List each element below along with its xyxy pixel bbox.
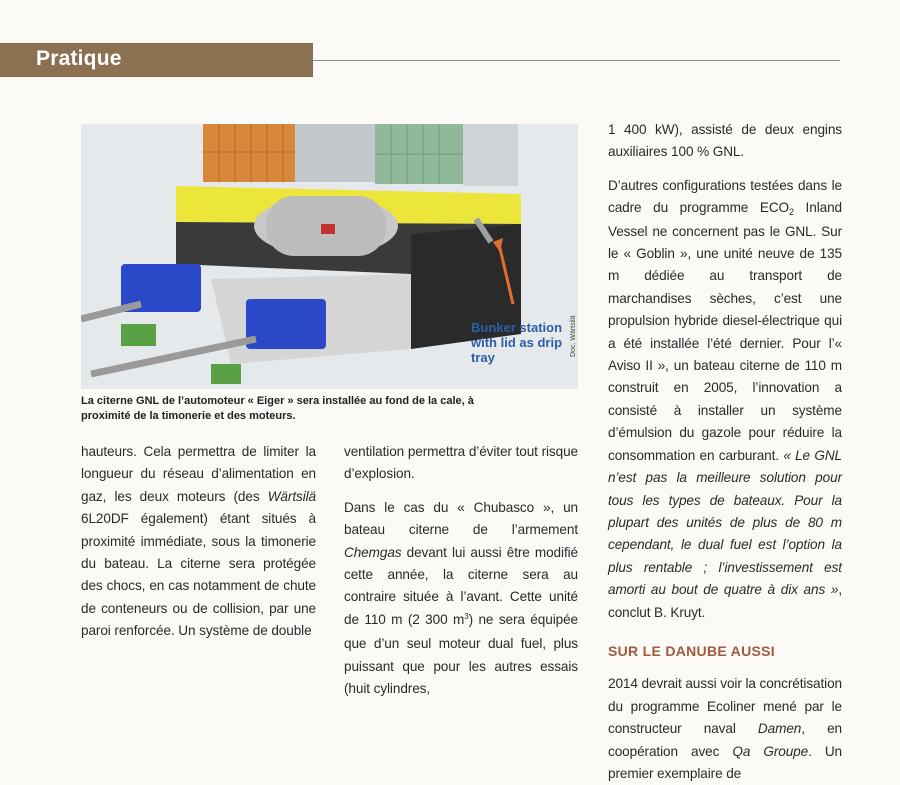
header-rule	[313, 60, 840, 61]
photo-credit: Doc. Wärtsilä	[570, 315, 577, 357]
text-run: devant lui aussi être modifié cette année, la citerne sera au contraire située à l’avant. Cette unité de 110 m (2 300 m	[344, 544, 578, 627]
text-column-2	[344, 441, 578, 700]
text-run: Dans le cas du « Chubasco », un bateau citerne de l’armement	[344, 499, 578, 538]
text-run: . Un premier exemplaire de	[608, 743, 842, 781]
paragraph	[81, 441, 316, 643]
text-run: Qa Groupe	[732, 743, 809, 759]
text-run: 2014 devrait aussi voir la concrétisation du programme Ecoliner mené par le constructeur naval	[608, 676, 842, 737]
section-heading: SUR LE DANUBE AUSSI	[608, 642, 775, 659]
text-run: D’autres configurations testées dans le cadre du programme ECO	[608, 177, 842, 216]
paragraph	[344, 497, 578, 701]
text-run: , conclut B. Kruyt.	[608, 582, 842, 620]
paragraph	[608, 175, 842, 624]
text-run: Chemgas	[344, 544, 402, 560]
text-run: 2	[789, 207, 794, 218]
text-run: 1 400 kW), assisté de deux engins auxiliaires 100 % GNL.	[608, 122, 842, 160]
text-run: ) ne sera équipée que d’un seul moteur dual fuel, plus puissant que pour les autres essais (huit cylindres,	[344, 611, 578, 697]
ship-illustration	[81, 124, 578, 389]
paragraph	[344, 441, 578, 486]
section-title: Pratique	[36, 47, 122, 70]
text-run: ventilation permettra d’éviter tout risque d’explosion.	[344, 444, 578, 482]
text-run: Damen	[757, 721, 802, 737]
paragraph	[608, 673, 842, 785]
text-run: hauteurs. Cela permettra de limiter la longueur du réseau d’alimentation en gaz, les deux moteurs (des	[81, 444, 316, 504]
text-run: Wärtsilä	[267, 488, 316, 504]
text-column-3	[608, 119, 842, 785]
text-run: 3	[464, 611, 469, 621]
paragraph	[608, 119, 842, 164]
bunker-station-label-line2: with lid as drip	[471, 335, 563, 350]
bunker-station-label-line1: Bunker station	[471, 320, 563, 335]
bunker-station-label-line3: tray	[471, 350, 495, 365]
text-run: « Le GNL n’est pas la meilleure solution pour tous les types de bateaux. Pour la plupart des unités de plus de 80 m cependant, le dual fuel est l’option la plus rentable ; l’investissement est amorti au bout de quatre à dix ans »	[608, 447, 842, 598]
ship-cutaway-drawing	[81, 124, 578, 389]
text-run: 6L20DF également) étant situés à proximité immédiate, sous la timonerie du bateau. La citerne sera protégée des chocs, en cas notamment de chute de conteneurs ou de collision, par une paroi renforcée. Un système de double	[81, 511, 316, 639]
text-run: , en coopération avec	[608, 721, 843, 759]
figure-caption: La citerne GNL de l’automoteur « Eiger » sera installée au fond de la cale, à proximité de la timonerie et des moteurs.	[81, 395, 474, 422]
text-column-1	[81, 441, 316, 643]
text-run: Inland Vessel ne concernent pas le GNL. Sur le « Goblin », une unité neuve de 135 m dédiée au transport de marchandises sèches, c’est une propulsion hybride diesel-électrique qui a été installée l’été dernier. Pour l’« Aviso II », un bateau citerne de 110 m construit en 2005, l’innovation a consisté à installer un système d’émulsion du gazole pour réduire la consommation en carburant.	[608, 200, 842, 463]
